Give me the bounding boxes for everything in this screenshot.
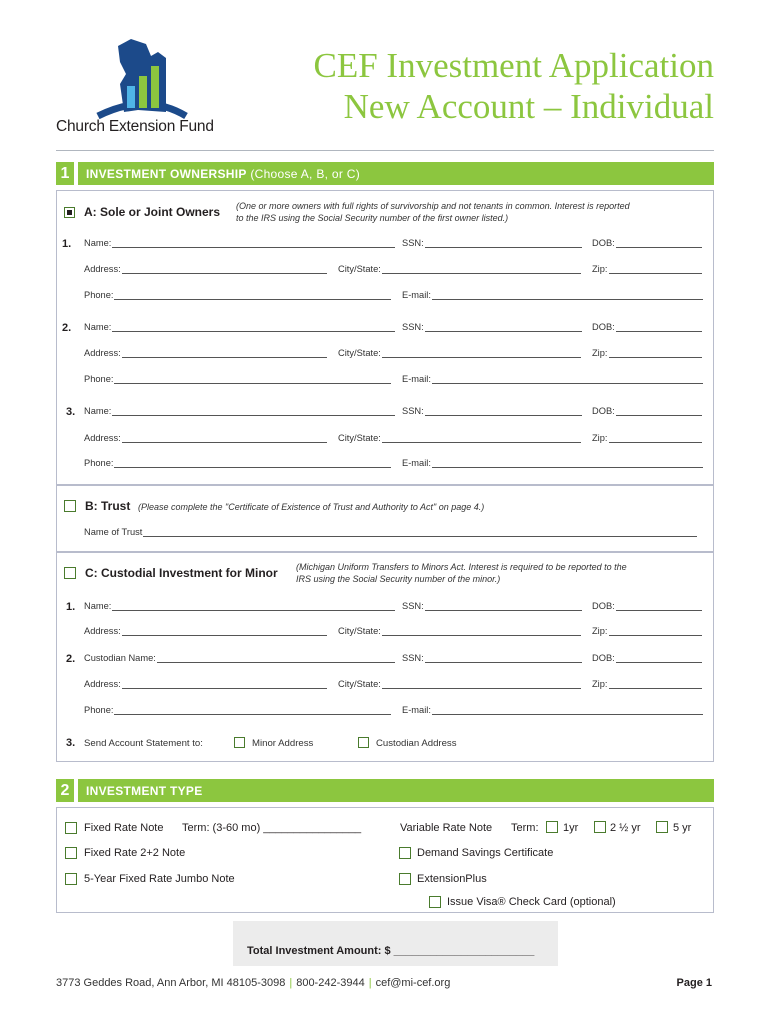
email-field[interactable]	[402, 458, 703, 468]
org-name: Church Extension Fund	[56, 118, 214, 135]
term-5yr-label: 5 yr	[673, 822, 692, 834]
trust-name-label: Name of Trust	[84, 527, 143, 537]
dob-field[interactable]	[592, 653, 702, 663]
phone-field[interactable]	[84, 458, 391, 468]
address-field[interactable]	[84, 433, 327, 443]
address-field[interactable]	[84, 264, 327, 274]
phone-field[interactable]	[84, 705, 391, 715]
section-1-title-text: INVESTMENT OWNERSHIP	[86, 166, 247, 181]
address-field[interactable]	[84, 679, 327, 689]
email-label: E-mail:	[402, 374, 431, 384]
owner-number: 2.	[62, 322, 72, 334]
ssn-label: SSN:	[402, 322, 424, 332]
visa-checkbox[interactable]	[429, 896, 441, 908]
option-c-label: C: Custodial Investment for Minor	[85, 566, 278, 580]
name-label: Name:	[84, 406, 112, 416]
term-1yr-checkbox[interactable]	[546, 821, 558, 833]
section-2-number: 2	[56, 779, 78, 802]
custodian-name-label: Custodian Name:	[84, 653, 156, 663]
divider-b-c	[56, 551, 714, 553]
city-state-label: City/State:	[338, 626, 381, 636]
city-state-field[interactable]	[338, 626, 581, 636]
option-c-checkbox[interactable]	[64, 567, 76, 579]
dob-field[interactable]	[592, 601, 702, 611]
fixed-rate-label: Fixed Rate Note	[84, 822, 164, 834]
option-c-note-line-2: IRS using the Social Security number of the minor.)	[296, 574, 501, 584]
jumbo-label: 5-Year Fixed Rate Jumbo Note	[84, 873, 235, 885]
title-line-2: New Account – Individual	[343, 87, 714, 126]
option-b-note: (Please complete the "Certificate of Existence of Trust and Authority to Act" on page 4.)	[138, 502, 485, 512]
city-state-field[interactable]	[338, 348, 581, 358]
footer-address: 3773 Geddes Road, Ann Arbor, MI 48105-3098	[56, 977, 286, 989]
phone-field[interactable]	[84, 290, 391, 300]
city-state-label: City/State:	[338, 264, 381, 274]
dob-label: DOB:	[592, 653, 615, 663]
ssn-label: SSN:	[402, 653, 424, 663]
ssn-field[interactable]	[402, 653, 582, 663]
header-divider	[56, 150, 714, 151]
fixed-2-2-label: Fixed Rate 2+2 Note	[84, 847, 186, 859]
owner-number: 2.	[66, 653, 76, 665]
term-5yr-checkbox[interactable]	[656, 821, 668, 833]
ssn-label: SSN:	[402, 601, 424, 611]
ssn-label: SSN:	[402, 406, 424, 416]
email-label: E-mail:	[402, 705, 431, 715]
section-1-subtitle: (Choose A, B, or C)	[246, 166, 361, 181]
fixed-rate-checkbox[interactable]	[65, 822, 77, 834]
name-field[interactable]	[84, 406, 395, 416]
option-b-checkbox[interactable]	[64, 500, 76, 512]
ssn-field[interactable]	[402, 601, 582, 611]
zip-label: Zip:	[592, 433, 608, 443]
jumbo-checkbox[interactable]	[65, 873, 77, 885]
ssn-label: SSN:	[402, 238, 424, 248]
custodian-name-field[interactable]	[84, 653, 395, 663]
section-1-header	[56, 162, 714, 185]
email-label: E-mail:	[402, 458, 431, 468]
ssn-field[interactable]	[402, 238, 582, 248]
zip-field[interactable]	[592, 348, 702, 358]
custodian-address-checkbox[interactable]	[358, 737, 369, 748]
variable-rate-label: Variable Rate Note	[400, 822, 493, 834]
section-1-title	[78, 167, 360, 181]
title-line-1: CEF Investment Application	[313, 46, 714, 85]
option-c-note-line-1: (Michigan Uniform Transfers to Minors Act. Interest is required to be reported to the	[296, 562, 627, 572]
dob-field[interactable]	[592, 322, 702, 332]
email-field[interactable]	[402, 374, 703, 384]
option-a-label: A: Sole or Joint Owners	[84, 205, 221, 219]
phone-label: Phone:	[84, 458, 114, 468]
minor-address-label: Minor Address	[252, 738, 314, 749]
address-label: Address:	[84, 679, 121, 689]
dob-label: DOB:	[592, 322, 615, 332]
ssn-field[interactable]	[402, 322, 582, 332]
owner-number: 1.	[62, 238, 72, 250]
option-a-note-line-2: to the IRS using the Social Security number of the first owner listed.)	[236, 213, 509, 223]
dob-label: DOB:	[592, 601, 615, 611]
zip-field[interactable]	[592, 433, 702, 443]
name-label: Name:	[84, 601, 112, 611]
city-state-label: City/State:	[338, 679, 381, 689]
address-field[interactable]	[84, 626, 327, 636]
section-1-number: 1	[56, 162, 78, 185]
fixed-2-2-checkbox[interactable]	[65, 847, 77, 859]
section-1-box	[56, 190, 714, 762]
phone-label: Phone:	[84, 374, 114, 384]
city-state-label: City/State:	[338, 433, 381, 443]
footer-phone: 800-242-3944	[296, 977, 365, 989]
option-a-note	[236, 200, 630, 224]
zip-label: Zip:	[592, 264, 608, 274]
footer-email: cef@mi-cef.org	[375, 977, 451, 989]
zip-field[interactable]	[592, 679, 702, 689]
email-field[interactable]	[402, 290, 703, 300]
option-a-checkbox[interactable]	[64, 207, 75, 218]
address-label: Address:	[84, 433, 121, 443]
item-number-3: 3.	[66, 737, 76, 749]
option-b-label: B: Trust	[85, 499, 131, 513]
phone-field[interactable]	[84, 374, 391, 384]
extensionplus-checkbox[interactable]	[399, 873, 411, 885]
footer-contact: 3773 Geddes Road, Ann Arbor, MI 48105-3098 | 800-242-3944 | cef@mi-cef.org	[56, 977, 451, 989]
extensionplus-label: ExtensionPlus	[417, 873, 487, 885]
trust-name-field[interactable]	[84, 527, 697, 537]
zip-label: Zip:	[592, 626, 608, 636]
name-label: Name:	[84, 322, 112, 332]
section-2-header	[56, 779, 714, 802]
term-2-5yr-label: 2 ½ yr	[610, 822, 641, 834]
visa-label: Issue Visa® Check Card (optional)	[447, 896, 616, 908]
page-title	[313, 45, 714, 127]
city-state-field[interactable]	[338, 264, 581, 274]
demand-savings-checkbox[interactable]	[399, 847, 411, 859]
dob-label: DOB:	[592, 238, 615, 248]
demand-savings-label: Demand Savings Certificate	[417, 847, 554, 859]
zip-label: Zip:	[592, 348, 608, 358]
address-field[interactable]	[84, 348, 327, 358]
address-label: Address:	[84, 348, 121, 358]
name-field[interactable]	[84, 601, 395, 611]
address-label: Address:	[84, 264, 121, 274]
zip-field[interactable]	[592, 264, 702, 274]
divider-a-b	[56, 484, 714, 486]
owner-number: 3.	[66, 406, 76, 418]
dob-label: DOB:	[592, 406, 615, 416]
dob-field[interactable]	[592, 406, 702, 416]
owner-number: 1.	[66, 601, 76, 613]
term-2-5yr-checkbox[interactable]	[594, 821, 606, 833]
address-label: Address:	[84, 626, 121, 636]
dob-field[interactable]	[592, 238, 702, 248]
section-2-title: INVESTMENT TYPE	[86, 783, 203, 798]
email-field[interactable]	[402, 705, 703, 715]
term-1yr-label: 1yr	[563, 822, 579, 834]
zip-label: Zip:	[592, 679, 608, 689]
custodian-address-label: Custodian Address	[376, 738, 457, 749]
total-amount-field[interactable]: Total Investment Amount: $ _______________________	[247, 945, 535, 957]
fixed-rate-term[interactable]: Term: (3-60 mo) ________________	[182, 822, 362, 834]
name-field[interactable]	[84, 322, 395, 332]
page-number: Page 1	[676, 977, 712, 989]
send-statement-label: Send Account Statement to:	[84, 738, 203, 749]
option-c-note	[296, 561, 627, 585]
city-state-field[interactable]	[338, 679, 581, 689]
phone-label: Phone:	[84, 290, 114, 300]
ssn-field[interactable]	[402, 406, 582, 416]
variable-term-label: Term:	[511, 822, 539, 834]
option-a-note-line-1: (One or more owners with full rights of survivorship and not tenants in common. Interest is reported	[236, 201, 630, 211]
city-state-label: City/State:	[338, 348, 381, 358]
city-state-field[interactable]	[338, 433, 581, 443]
minor-address-checkbox[interactable]	[234, 737, 245, 748]
name-label: Name:	[84, 238, 112, 248]
phone-label: Phone:	[84, 705, 114, 715]
email-label: E-mail:	[402, 290, 431, 300]
zip-field[interactable]	[592, 626, 702, 636]
total-amount-box	[233, 921, 558, 966]
name-field[interactable]	[84, 238, 395, 248]
